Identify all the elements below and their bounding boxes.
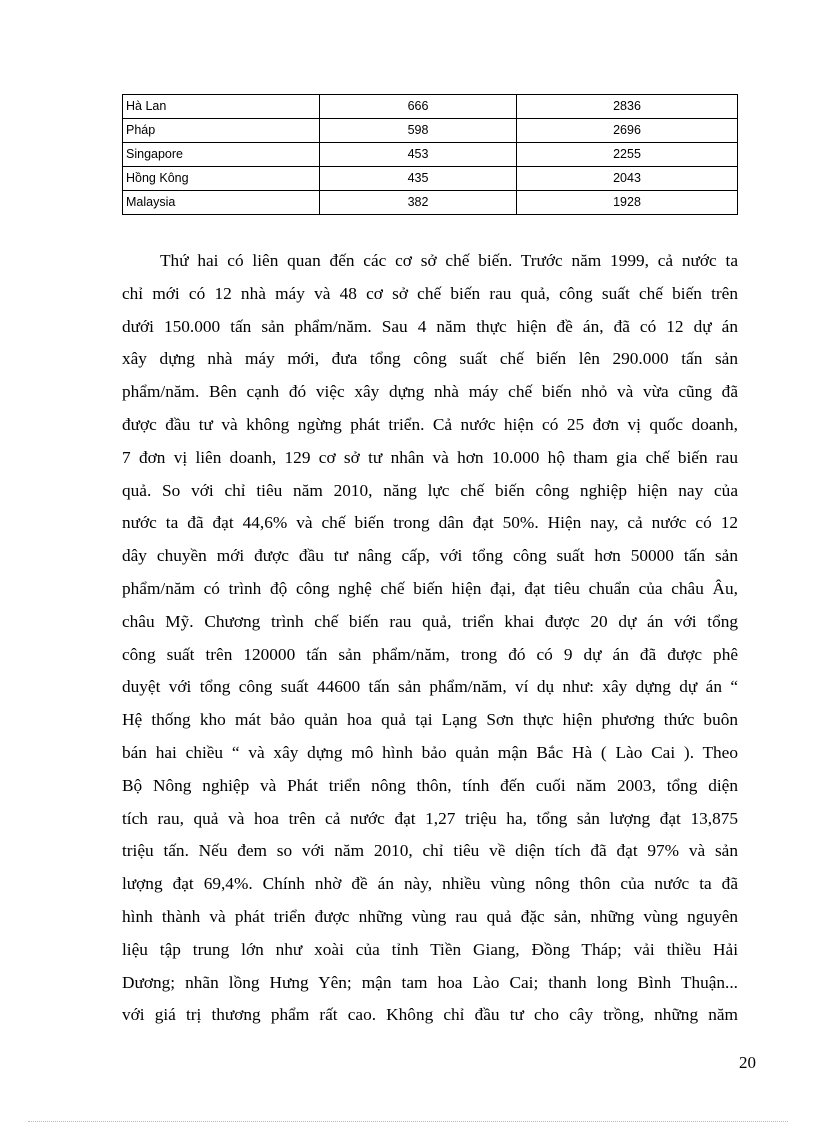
text-line: 7 đơn vị liên doanh, 129 cơ sở tư nhân và hơn 10.000 hộ tham gia chế biến rau — [122, 447, 738, 467]
text-line: chỉ mới có 12 nhà máy và 48 cơ sở chế biến rau quả, công suất chế biến trên — [122, 283, 738, 303]
value-cell-2: 1928 — [517, 191, 738, 215]
country-cell: Pháp — [123, 119, 320, 143]
value-cell-1: 666 — [320, 95, 517, 119]
country-cell: Hà Lan — [123, 95, 320, 119]
page-number: 20 — [739, 1053, 756, 1072]
country-cell: Singapore — [123, 143, 320, 167]
text-line: triệu tấn. Nếu đem so với năm 2010, chỉ tiêu về diện tích đã đạt 97% và sản — [122, 841, 738, 861]
text-line: châu Mỹ. Chương trình chế biến rau quả, triển khai được 20 dự án với tổng — [122, 611, 738, 631]
value-cell-2: 2696 — [517, 119, 738, 143]
paragraph — [122, 245, 738, 1032]
page-bottom-rule — [28, 1121, 788, 1122]
country-cell: Hồng Kông — [123, 167, 320, 191]
text-line: lượng đạt 69,4%. Chính nhờ đề án này, nhiều vùng nông thôn của nước ta đã — [122, 874, 738, 894]
table-row — [123, 119, 738, 143]
value-cell-2: 2043 — [517, 167, 738, 191]
export-table — [122, 94, 738, 215]
text-line: Thứ hai có liên quan đến các cơ sở chế biến. Trước năm 1999, cả nước ta — [160, 251, 738, 270]
text-line: tích rau, quả và hoa trên cả nước đạt 1,27 triệu ha, tổng sản lượng đạt 13,875 — [122, 808, 738, 828]
value-cell-1: 453 — [320, 143, 517, 167]
table-row — [123, 191, 738, 215]
table-row — [123, 95, 738, 119]
text-line: Dương; nhãn lồng Hưng Yên; mận tam hoa Lào Cai; thanh long Bình Thuận... — [122, 972, 738, 992]
value-cell-2: 2255 — [517, 143, 738, 167]
table-row — [123, 167, 738, 191]
text-line: hình thành và phát triển được những vùng rau quả đặc sản, những vùng nguyên — [122, 906, 738, 926]
text-line: nước ta đã đạt 44,6% và chế biến trong dân đạt 50%. Hiện nay, cả nước có 12 — [122, 513, 738, 533]
text-line: phẩm/năm có trình độ công nghệ chế biến hiện đại, đạt tiêu chuẩn của châu Âu, — [122, 578, 738, 598]
text-line: được đầu tư và không ngừng phát triển. Cả nước hiện có 25 đơn vị quốc doanh, — [122, 414, 738, 434]
text-line: với giá trị thương phẩm rất cao. Không chỉ đầu tư cho cây trồng, những năm — [122, 1005, 738, 1025]
value-cell-1: 435 — [320, 167, 517, 191]
text-line: Bộ Nông nghiệp và Phát triển nông thôn, tính đến cuối năm 2003, tổng diện — [122, 775, 738, 795]
text-line: công suất trên 120000 tấn sản phẩm/năm, trong đó có 9 dự án đã được phê — [122, 644, 738, 664]
table-body — [123, 95, 738, 215]
text-line: quả. So với chỉ tiêu năm 2010, năng lực chế biến công nghiệp hiện nay của — [122, 480, 738, 500]
text-line: dưới 150.000 tấn sản phẩm/năm. Sau 4 năm thực hiện đề án, đã có 12 dự án — [122, 316, 738, 336]
text-line: Hệ thống kho mát bảo quản hoa quả tại Lạng Sơn thực hiện phương thức buôn — [122, 710, 738, 730]
country-cell: Malaysia — [123, 191, 320, 215]
value-cell-2: 2836 — [517, 95, 738, 119]
text-line: dây chuyền mới được đầu tư nâng cấp, với tổng công suất hơn 50000 tấn sản — [122, 546, 738, 566]
text-line: bán hai chiều “ và xây dựng mô hình bảo quản mận Bắc Hà ( Lào Cai ). Theo — [122, 742, 738, 762]
value-cell-1: 598 — [320, 119, 517, 143]
text-line: duyệt với tổng công suất 44600 tấn sản phẩm/năm, ví dụ như: xây dựng dự án “ — [122, 677, 738, 697]
text-line: phẩm/năm. Bên cạnh đó việc xây dựng nhà máy chế biến nhỏ và vừa cũng đã — [122, 382, 738, 402]
table-row — [123, 143, 738, 167]
value-cell-1: 382 — [320, 191, 517, 215]
text-line: liệu tập trung lớn như xoài của tỉnh Tiền Giang, Đồng Tháp; vải thiều Hải — [122, 939, 738, 959]
text-line: xây dựng nhà máy mới, đưa tổng công suất chế biến lên 290.000 tấn sản — [122, 349, 738, 369]
